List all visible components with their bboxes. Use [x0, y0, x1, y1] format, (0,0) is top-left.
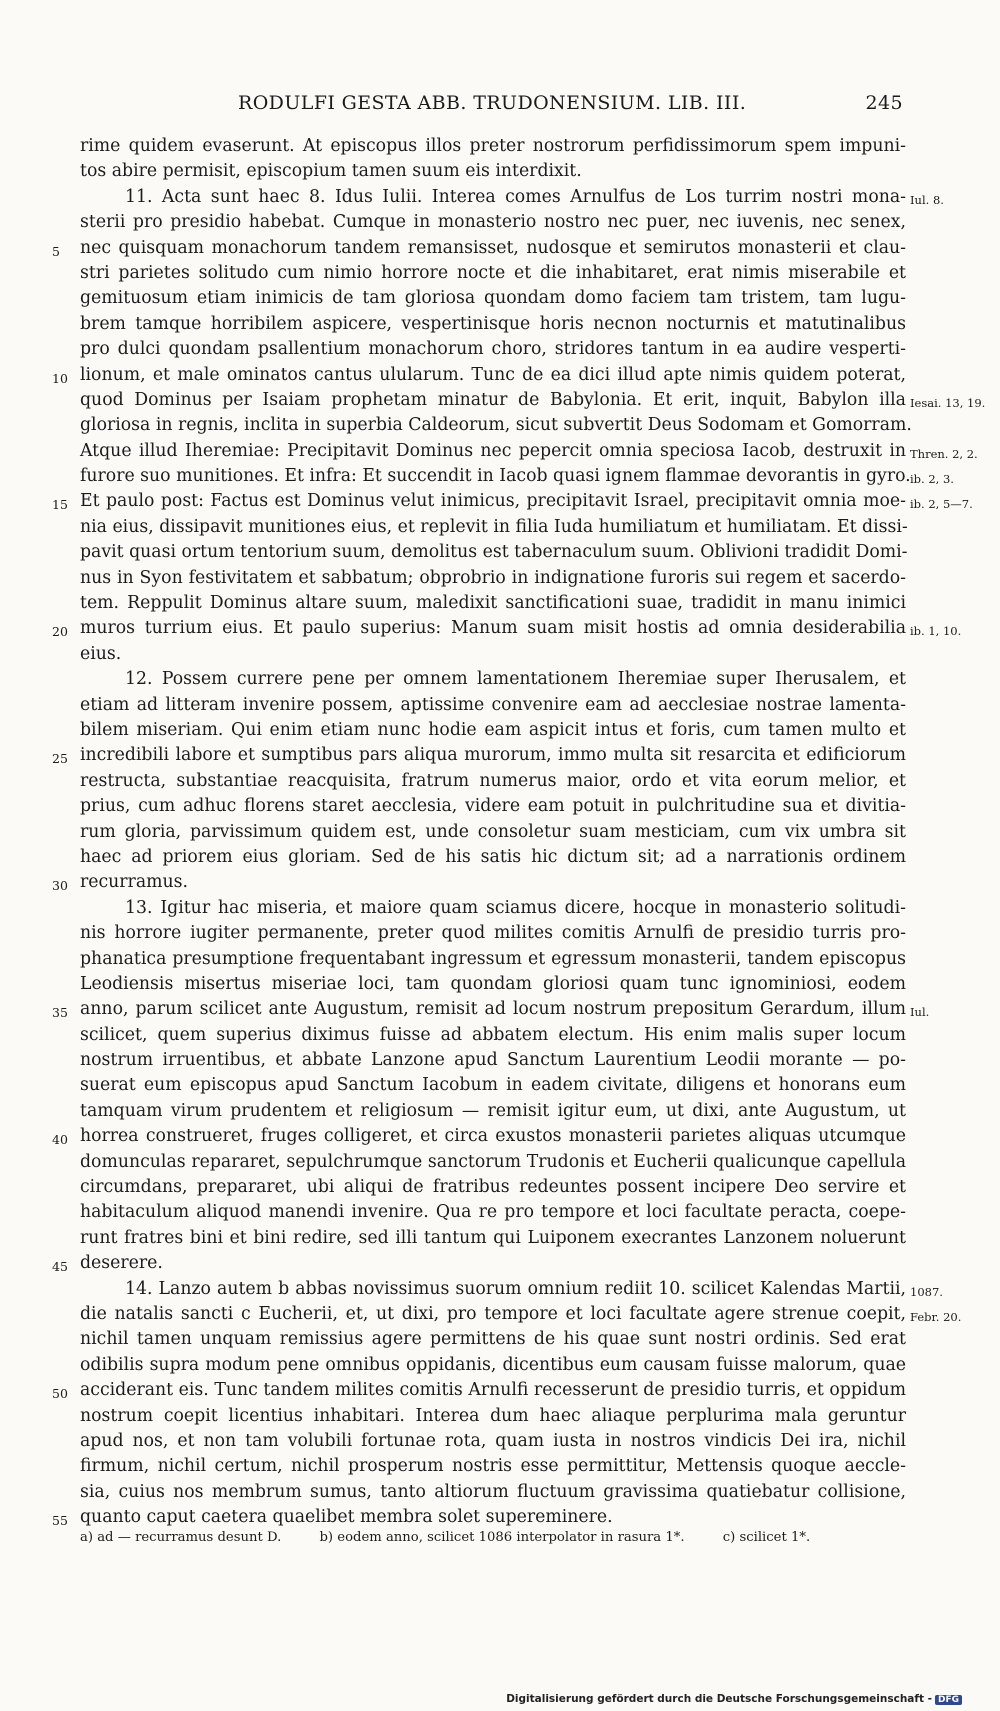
line-text: sterii pro presidio habebat. Cumque in monasterio nostro nec puer, nec iuvenis, nec senex, [80, 212, 906, 233]
line-text: tos abire permisit, episcopium tamen suum eis interdixit. [80, 161, 582, 182]
text-line [80, 1302, 962, 1327]
line-text: eius. [80, 643, 122, 664]
text-line [80, 921, 906, 946]
text-line [80, 185, 944, 210]
line-number: 50 [52, 1386, 68, 1402]
line-text: nis horrore iugiter permanente, preter quod milites comitis Arnulfi de presidio turris pro- [80, 923, 906, 944]
line-number: 40 [52, 1132, 68, 1148]
text-line [80, 972, 906, 997]
text-line [80, 1429, 906, 1454]
text-line [80, 667, 906, 692]
line-text: quanto caput caetera quaelibet membra solet supereminere. [80, 1507, 613, 1528]
text-line [80, 464, 954, 489]
text-line [80, 1073, 906, 1098]
text-line [52, 616, 962, 641]
text-line [52, 363, 906, 388]
text-line [80, 1404, 906, 1429]
line-text: furore suo munitiones. Et infra: Et succendit in Iacob quasi ignem flammae devorantis in gyro. [80, 466, 911, 487]
text-line [80, 896, 906, 921]
line-number: 35 [52, 1005, 68, 1021]
margin-note: Iul. 8. [910, 192, 944, 207]
text-line [80, 1200, 906, 1225]
line-text: bilem miseriam. Qui enim etiam nunc hodie eam aspicit intus et foris, cum tamen multo et [80, 719, 906, 740]
text-line [80, 1023, 906, 1048]
line-text: nostrum coepit licentius inhabitari. Interea dum haec aliaque perplurima mala geruntur [80, 1405, 906, 1426]
line-text: quod Dominus per Isaiam prophetam minatur de Babylonia. Et erit, inquit, Babylon illa [80, 389, 906, 410]
line-text: pavit quasi ortum tentorium suum, demolitus est tabernaculum suum. Oblivioni tradidit Domi- [80, 542, 908, 563]
text-line [80, 820, 906, 845]
line-text: prius, cum adhuc florens staret aecclesia, videre eam potuit in pulchritudine sua et divitia- [80, 796, 906, 817]
line-text: etiam ad litteram invenire possem, aptissime convenire eam ad aecclesiae nostrae lamenta- [80, 694, 906, 715]
text-line [80, 1480, 906, 1505]
text-line [52, 236, 906, 261]
line-number: 55 [52, 1513, 68, 1529]
line-text: habitaculum aliquod manendi invenire. Qua re pro tempore et loci facultate peracta, coepe- [80, 1202, 906, 1223]
page-number: 245 [865, 92, 903, 114]
footnotes [80, 1530, 906, 1545]
line-text: horrea construeret, fruges colligeret, et circa exustos monasterii parietes aliquas utcumque [80, 1126, 906, 1147]
footnote-b: b) eodem anno, scilicet 1086 interpolator in rasura 1*. [319, 1530, 685, 1545]
line-text: tem. Reppulit Dominus altare suum, maledixit sanctificationi suae, tradidit in manu inimici [80, 593, 906, 614]
line-text: Et paulo post: Factus est Dominus velut inimicus, precipitavit Israel, precipitavit omnia moe- [80, 491, 906, 512]
text-line [80, 794, 906, 819]
text-line [80, 413, 912, 438]
text-line [80, 1454, 906, 1479]
text-line [52, 1378, 906, 1403]
text-line [80, 261, 906, 286]
text-line [80, 439, 978, 464]
line-number: 30 [52, 878, 68, 894]
line-text: muros turrium eius. Et paulo superius: Manum suam misit hostis ad omnia desiderabilia [80, 618, 906, 639]
line-number: 25 [52, 751, 68, 767]
text-line [52, 870, 906, 895]
line-number: 15 [52, 497, 68, 513]
credit-text: Digitalisierung gefördert durch die Deutsche Forschungsgemeinschaft - [506, 1693, 932, 1705]
line-text: odibilis supra modum pene omnibus oppidanis, dicentibus eum causam fuisse malorum, quae [80, 1354, 906, 1375]
text-line [80, 1226, 906, 1251]
text-line [80, 134, 906, 159]
dfg-logo: DFG [935, 1695, 962, 1705]
line-text: Leodiensis misertus miseriae loci, tam quondam gloriosi quam tunc ignominiosi, eodem [80, 973, 906, 994]
line-text: runt fratres bini et bini redire, sed illi tantum qui Luiponem execrantes Lanzonem noluerunt [80, 1227, 906, 1248]
line-text: nia eius, dissipavit munitiones eius, et replevit in filia Iuda humiliatum et humiliatam. Et dissi- [80, 516, 908, 537]
line-text: nus in Syon festivitatem et sabbatum; obprobrio in indignatione furoris sui regem et sacerdo- [80, 567, 906, 588]
margin-note: Thren. 2, 2. [910, 446, 978, 461]
line-text: 13. Igitur hac miseria, et maiore quam sciamus dicere, hocque in monasterio solitudi- [125, 897, 906, 918]
margin-note: Febr. 20. [910, 1309, 962, 1324]
line-text: scilicet, quem superius diximus fuisse ad abbatem electum. His enim malis super locum [80, 1024, 906, 1045]
text-line [80, 769, 906, 794]
text-line [80, 591, 906, 616]
line-text: incredibili labore et sumptibus pars aliqua murorum, immo multa sit resarcita et edificiorum [80, 745, 906, 766]
text-line [52, 997, 930, 1022]
line-text: 14. Lanzo autem b abbas novissimus suorum omnium rediit 10. scilicet Kalendas Martii, [125, 1278, 906, 1299]
line-text: deserere. [80, 1253, 163, 1274]
text-line [80, 159, 906, 184]
footnote-c: c) scilicet 1*. [722, 1530, 811, 1545]
line-text: nostrum irruentibus, et abbate Lanzone apud Sanctum Laurentium Leodii morante — po- [80, 1050, 906, 1071]
text-line [52, 1505, 906, 1530]
text-line [80, 642, 906, 667]
text-line [80, 1048, 906, 1073]
digitization-credit [506, 1693, 962, 1705]
margin-note: Iul. [910, 1005, 930, 1020]
margin-note: ib. 1, 10. [910, 624, 962, 639]
text-line [80, 540, 906, 565]
text-line [80, 693, 906, 718]
line-text: brem tamque horribilem aspicere, vespertinisque horis necnon nocturnis et matutinalibus [80, 313, 906, 334]
text-line [80, 1175, 906, 1200]
text-line [52, 489, 973, 514]
margin-note: ib. 2, 5—7. [910, 497, 973, 512]
line-text: stri parietes solitudo cum nimio horrore nocte et die inhabitaret, erat nimis miserabile et [80, 262, 906, 283]
text-line [52, 743, 906, 768]
text-line [80, 947, 906, 972]
line-text: die natalis sancti c Eucherii, et, ut dixi, pro tempore et loci facultate agere strenue coepit, [80, 1303, 906, 1324]
line-text: 11. Acta sunt haec 8. Idus Iulii. Interea comes Arnulfus de Los turrim nostri mona- [125, 186, 906, 207]
footnote-a: a) ad — recurramus desunt D. [80, 1530, 282, 1545]
line-text: rum gloria, parvissimum quidem est, unde consoletur suam mesticiam, cum vix umbra sit [80, 821, 906, 842]
line-text: apud nos, et non tam volubili fortunae rota, quam iusta in nostros vindicis Dei ira, nichil [80, 1430, 906, 1451]
line-text: tamquam virum prudentem et religiosum — remisit igitur eum, ut dixi, ante Augustum, ut [80, 1100, 906, 1121]
running-title: RODULFI GESTA ABB. TRUDONENSIUM. LIB. III. [238, 92, 747, 114]
text-line [80, 1150, 906, 1175]
text-line [80, 718, 906, 743]
line-number: 45 [52, 1259, 68, 1275]
text-line [80, 566, 906, 591]
text-line [80, 312, 906, 337]
line-text: acciderant eis. Tunc tandem milites comitis Arnulfi recesserunt de presidio turris, et oppidum [80, 1380, 906, 1401]
line-text: nichil tamen unquam remissius agere permittens de his quae sunt nostri ordinis. Sed erat [80, 1329, 906, 1350]
line-text: pro dulci quondam psallentium monachorum choro, stridores tantum in ea audire vesperti- [80, 339, 906, 360]
text-line [52, 1251, 906, 1276]
text-line [80, 1277, 943, 1302]
line-text: lionum, et male ominatos cantus ulularum. Tunc de ea dici illud apte nimis quidem poterat, [80, 364, 906, 385]
line-text: firmum, nichil certum, nichil prosperum nostris esse permittitur, Mettensis quoque aeccle- [80, 1456, 906, 1477]
line-text: restructa, substantiae reacquisita, fratrum numerus maior, ordo et vita eorum melior, et [80, 770, 906, 791]
line-text: gloriosa in regnis, inclita in superbia Caldeorum, sicut subvertit Deus Sodomam et Gomorram. [80, 415, 912, 436]
line-text: phanatica presumptione frequentabant ingressum et egressum monasterii, tandem episcopus [80, 948, 906, 969]
line-number: 10 [52, 370, 68, 386]
text-line [80, 845, 906, 870]
line-text: domunculas repararet, sepulchrumque sanctorum Trudonis et Eucherii qualicunque capellula [80, 1151, 906, 1172]
text-line [80, 210, 906, 235]
line-text: 12. Possem currere pene per omnem lamentationem Iheremiae super Iherusalem, et [125, 669, 906, 690]
margin-note: ib. 2, 3. [910, 472, 954, 487]
line-text: suerat eum episcopus apud Sanctum Iacobum in eadem civitate, diligens et honorans eum [80, 1075, 906, 1096]
line-text: Atque illud Iheremiae: Precipitavit Dominus nec pepercit omnia speciosa Iacob, destruxit in [80, 440, 906, 461]
line-text: circumdans, prepararet, ubi aliqui de fratribus redeuntes possent incipere Deo servire et [80, 1177, 906, 1198]
line-text: recurramus. [80, 872, 188, 893]
line-text: rime quidem evaserunt. At episcopus illos preter nostrorum perfidissimorum spem impuni- [80, 136, 906, 156]
line-text: haec ad priorem eius gloriam. Sed de his satis hic dictum sit; ad a narrationis ordinem [80, 846, 906, 867]
text-line [80, 1353, 906, 1378]
text-line [80, 337, 906, 362]
running-header [238, 92, 903, 118]
line-number: 5 [52, 243, 60, 259]
text-line [52, 1124, 906, 1149]
text-line [80, 1327, 906, 1352]
line-number: 20 [52, 624, 68, 640]
line-text: gemituosum etiam inimicis de tam gloriosa quondam domo faciem tam tristem, tam lugu- [80, 288, 906, 309]
margin-note: Iesai. 13, 19. [910, 395, 986, 410]
text-line [80, 515, 906, 540]
text-line [80, 1099, 906, 1124]
text-line [80, 286, 906, 311]
line-text: sia, cuius nos membrum sumus, tanto altiorum fluctuum gravissima quatiebatur collisione, [80, 1481, 906, 1502]
line-text: anno, parum scilicet ante Augustum, remisit ad locum nostrum prepositum Gerardum, illum [80, 999, 906, 1020]
text-line [80, 388, 986, 413]
main-text-column [52, 134, 986, 1530]
margin-note: 1087. [910, 1284, 943, 1299]
line-text: nec quisquam monachorum tandem remansisset, nudosque et semirutos monasterii et clau- [80, 237, 906, 258]
